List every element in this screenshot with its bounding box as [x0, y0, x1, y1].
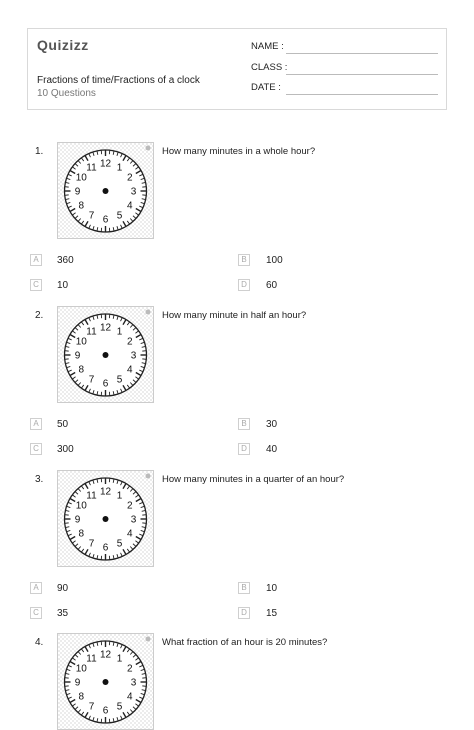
clock-number: 5	[117, 375, 123, 386]
clock-number: 1	[117, 326, 123, 337]
clock-face	[58, 634, 153, 729]
clock-number: 11	[86, 162, 97, 173]
clock-center	[103, 679, 109, 685]
clock-number: 6	[103, 543, 109, 554]
clock-face	[58, 307, 153, 402]
option-text[interactable]: 50	[57, 419, 68, 430]
clock-number: 5	[117, 702, 123, 713]
clock-number: 12	[100, 487, 112, 498]
clock-number: 3	[131, 515, 137, 526]
question-text: How many minute in half an hour?	[162, 310, 306, 321]
clock-number: 9	[75, 678, 81, 689]
question-number: 3.	[35, 474, 43, 485]
clock-number: 3	[131, 351, 137, 362]
question-text: How many minutes in a whole hour?	[162, 146, 315, 157]
question-text: What fraction of an hour is 20 minutes?	[162, 637, 327, 648]
clock-number: 5	[117, 539, 123, 550]
option-letter[interactable]: A	[30, 418, 42, 430]
clock-center	[103, 516, 109, 522]
clock-number: 6	[103, 706, 109, 717]
option-letter[interactable]: D	[238, 443, 250, 455]
class-label: CLASS :	[251, 62, 287, 73]
clock-image	[57, 470, 154, 567]
clock-corner-dot	[146, 310, 151, 315]
clock-number: 4	[127, 201, 133, 212]
clock-number: 10	[76, 501, 88, 512]
option-text[interactable]: 15	[266, 608, 277, 619]
clock-number: 8	[78, 201, 84, 212]
option-letter[interactable]: B	[238, 582, 250, 594]
question-number: 2.	[35, 310, 43, 321]
class-field[interactable]	[286, 73, 438, 75]
question-text: How many minutes in a quarter of an hour?	[162, 474, 344, 485]
clock-number: 2	[127, 501, 133, 512]
clock-number: 7	[89, 539, 95, 550]
clock-corner-dot	[146, 637, 151, 642]
clock-face	[58, 471, 153, 566]
clock-number: 1	[117, 490, 123, 501]
option-text[interactable]: 10	[266, 583, 277, 594]
clock-number: 10	[76, 337, 88, 348]
clock-number: 9	[75, 515, 81, 526]
worksheet-title: Fractions of time/Fractions of a clock	[37, 75, 200, 86]
worksheet-header	[27, 28, 447, 110]
clock-number: 4	[127, 365, 133, 376]
clock-number: 1	[117, 653, 123, 664]
option-letter[interactable]: A	[30, 254, 42, 266]
clock-face	[58, 143, 153, 238]
date-field[interactable]	[286, 93, 438, 95]
clock-number: 8	[78, 529, 84, 540]
option-text[interactable]: 30	[266, 419, 277, 430]
option-letter[interactable]: B	[238, 254, 250, 266]
clock-number: 4	[127, 692, 133, 703]
clock-number: 6	[103, 379, 109, 390]
clock-number: 3	[131, 678, 137, 689]
option-text[interactable]: 40	[266, 444, 277, 455]
clock-image	[57, 142, 154, 239]
clock-corner-dot	[146, 474, 151, 479]
question-number: 4.	[35, 637, 43, 648]
clock-number: 10	[76, 664, 88, 675]
clock-number: 12	[100, 159, 112, 170]
option-text[interactable]: 10	[57, 280, 68, 291]
option-letter[interactable]: C	[30, 443, 42, 455]
clock-number: 7	[89, 211, 95, 222]
clock-number: 4	[127, 529, 133, 540]
clock-number: 9	[75, 187, 81, 198]
clock-number: 11	[86, 490, 97, 501]
option-letter[interactable]: B	[238, 418, 250, 430]
clock-number: 6	[103, 215, 109, 226]
option-letter[interactable]: A	[30, 582, 42, 594]
worksheet-question-count: 10 Questions	[37, 88, 96, 99]
clock-center	[103, 188, 109, 194]
clock-number: 12	[100, 650, 112, 661]
option-text[interactable]: 60	[266, 280, 277, 291]
clock-number: 11	[86, 326, 97, 337]
clock-corner-dot	[146, 146, 151, 151]
option-text[interactable]: 300	[57, 444, 74, 455]
name-field[interactable]	[286, 52, 438, 54]
option-text[interactable]: 90	[57, 583, 68, 594]
clock-image	[57, 306, 154, 403]
clock-number: 8	[78, 692, 84, 703]
question-number: 1.	[35, 146, 43, 157]
clock-number: 3	[131, 187, 137, 198]
option-letter[interactable]: C	[30, 607, 42, 619]
option-text[interactable]: 35	[57, 608, 68, 619]
clock-number: 1	[117, 162, 123, 173]
clock-number: 12	[100, 323, 112, 334]
clock-center	[103, 352, 109, 358]
option-letter[interactable]: C	[30, 279, 42, 291]
clock-number: 2	[127, 337, 133, 348]
clock-number: 11	[86, 653, 97, 664]
clock-number: 5	[117, 211, 123, 222]
clock-number: 7	[89, 702, 95, 713]
clock-number: 7	[89, 375, 95, 386]
option-letter[interactable]: D	[238, 607, 250, 619]
name-label: NAME :	[251, 41, 284, 52]
clock-image	[57, 633, 154, 730]
clock-number: 9	[75, 351, 81, 362]
option-text[interactable]: 360	[57, 255, 74, 266]
clock-number: 2	[127, 173, 133, 184]
clock-number: 10	[76, 173, 88, 184]
option-letter[interactable]: D	[238, 279, 250, 291]
clock-number: 8	[78, 365, 84, 376]
clock-number: 2	[127, 664, 133, 675]
quizizz-logo: Quizizz	[37, 37, 89, 53]
date-label: DATE :	[251, 82, 281, 93]
option-text[interactable]: 100	[266, 255, 283, 266]
